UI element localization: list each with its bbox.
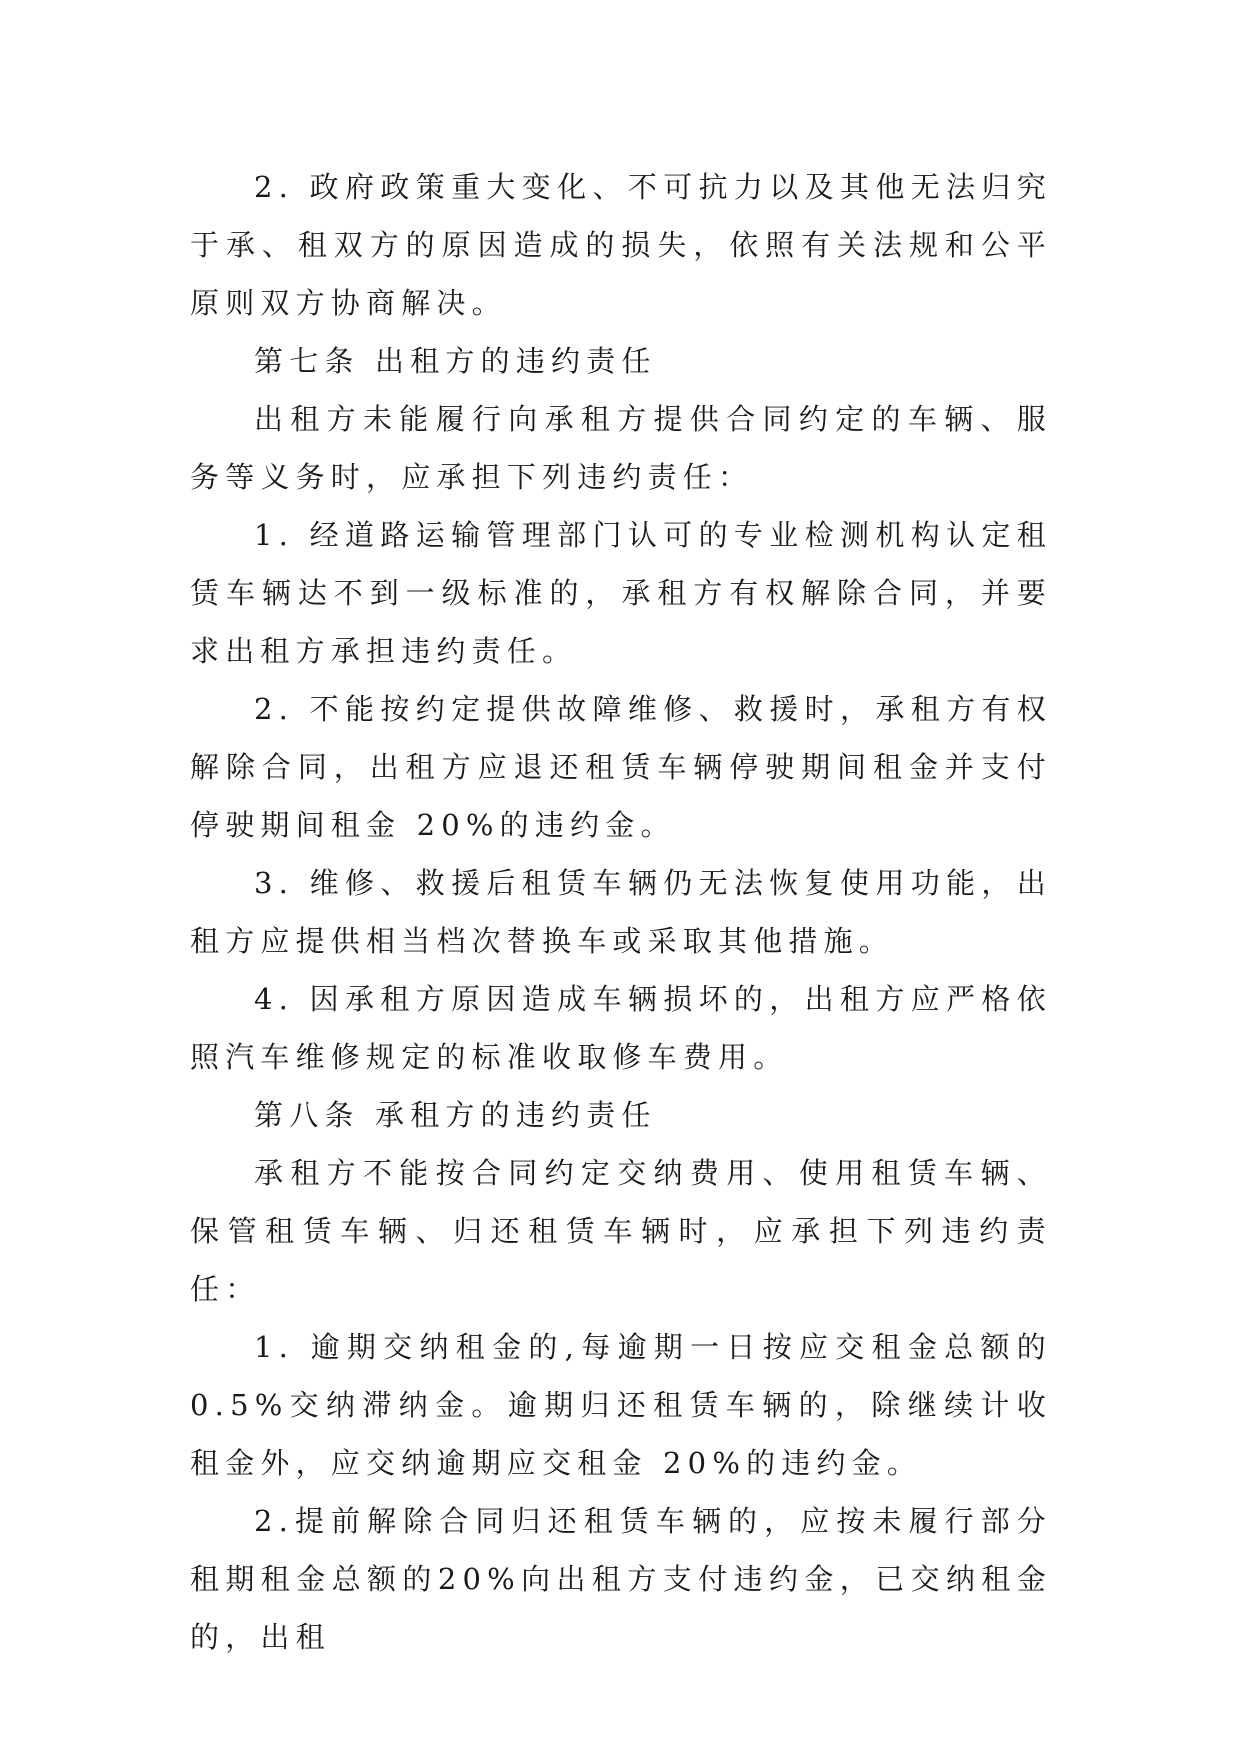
paragraph-lessor-item-1: 1. 经道路运输管理部门认可的专业检测机构认定租赁车辆达不到一级标准的，承租方有权解除合同，并要求出租方承担违约责任。 [190, 518, 1052, 668]
paragraph-lessee-liability-intro: 承租方不能按合同约定交纳费用、使用租赁车辆、保管租赁车辆、归还租赁车辆时，应承担下列违约责任： [190, 1156, 1052, 1306]
article-7-heading: 第七条 出租方的违约责任 [254, 344, 657, 378]
paragraph-lessor-item-3: 3. 维修、救援后租赁车辆仍无法恢复使用功能，出租方应提供相当档次替换车或采取其他措施。 [190, 866, 1052, 958]
document-body [190, 158, 1052, 1666]
article-8-heading: 第八条 承租方的违约责任 [254, 1098, 657, 1132]
paragraph-lessor-liability-intro: 出租方未能履行向承租方提供合同约定的车辆、服务等义务时，应承担下列违约责任： [190, 402, 1052, 494]
paragraph-lessor-item-4: 4. 因承租方原因造成车辆损坏的，出租方应严格依照汽车维修规定的标准收取修车费用。 [190, 982, 1052, 1074]
paragraph-lessee-item-1: 1. 逾期交纳租金的,每逾期一日按应交租金总额的0.5%交纳滞纳金。逾期归还租赁车辆的，除继续计收租金外，应交纳逾期应交租金 20%的违约金。 [190, 1330, 1052, 1480]
paragraph-force-majeure: 2. 政府政策重大变化、不可抗力以及其他无法归究于承、租双方的原因造成的损失，依照有关法规和公平原则双方协商解决。 [190, 170, 1052, 320]
paragraph-lessee-item-2: 2.提前解除合同归还租赁车辆的，应按未履行部分租期租金总额的20%向出租方支付违约金，已交纳租金的，出租 [190, 1504, 1052, 1654]
paragraph-lessor-item-2: 2. 不能按约定提供故障维修、救援时，承租方有权解除合同，出租方应退还租赁车辆停驶期间租金并支付停驶期间租金 20%的违约金。 [190, 692, 1052, 842]
